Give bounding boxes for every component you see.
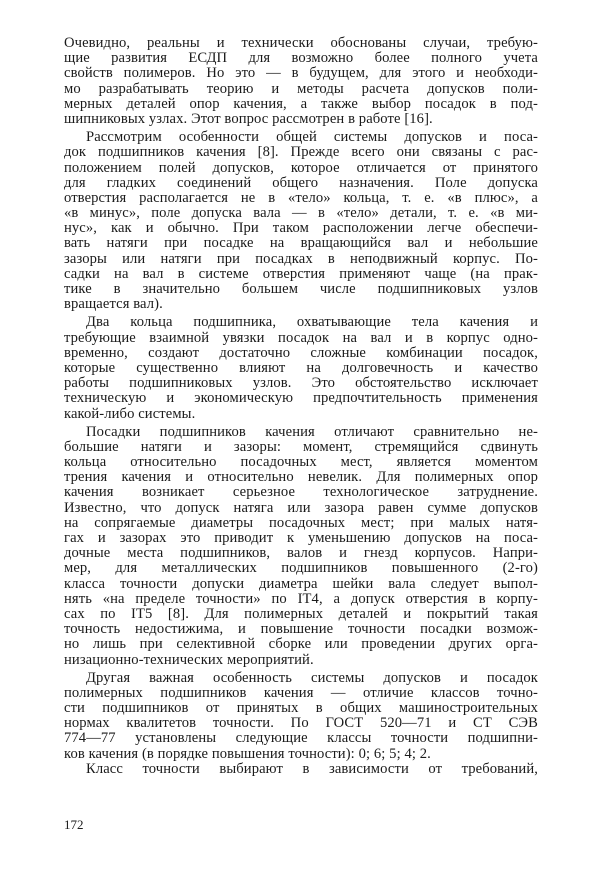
text-line: техническую и экономическую предпочтительность применения (64, 390, 538, 407)
text-line: свойств полимеров. Но это — в будущем, для этого и необходи- (64, 65, 538, 82)
text-line: сти подшипников от принятых в общих машиностроительных (64, 700, 538, 717)
document-page-body (64, 36, 538, 777)
text-line: ков качения (в порядке повышения точности): 0; 6; 5; 4; 2. (64, 745, 431, 762)
text-line: дочные места подшипников, валов и гнезд корпусов. Напри- (64, 545, 538, 562)
text-line: мер, для металлических подшипников повышенного (2-го) (64, 560, 538, 577)
text-line: нормах квалитетов точности. По ГОСТ 520—71 и СТ СЭВ (64, 715, 538, 732)
text-line: но лишь при селективной сборке или проведении других орга- (64, 636, 538, 653)
text-line: на сопрягаемые диаметры посадочных мест; при малых натя- (64, 514, 538, 531)
text-line: щие развития ЕСДП для возможно более полного учета (64, 50, 538, 67)
text-line: кольца относительно посадочных мест, является моментом (64, 454, 538, 471)
text-line: вать натяги при посадке на вращающийся вал и небольшие (64, 235, 538, 252)
text-line: шипниковых узлах. Этот вопрос рассмотрен в работе [16]. (64, 110, 433, 127)
paragraph-5 (64, 671, 538, 762)
text-line: Посадки подшипников качения отличают сравнительно не- (86, 423, 538, 440)
text-line: точность недостижима, и повышение точности посадки возмож- (64, 621, 538, 638)
text-line: работы подшипниковых узлов. Это обстоятельство исключает (64, 375, 538, 392)
text-line: 774—77 установлены следующие классы точности подшипни- (64, 730, 538, 747)
paragraph-1 (64, 36, 538, 127)
text-line: зазоры или натяги при посадках в неподвижный корпус. По- (64, 250, 538, 267)
text-line: для гладких соединений общего назначения. Поле допуска (64, 174, 538, 191)
text-line: сах по IT5 [8]. Для полимерных деталей и покрытий такая (64, 605, 538, 622)
text-line: которые существенно влияют на долговечность и качество (64, 359, 538, 376)
text-line: «в минус», поле допуска вала — в «тело» детали, т. е. «в ми- (64, 205, 538, 222)
text-line: низационно-технических мероприятий. (64, 651, 314, 668)
paragraph-6 (64, 762, 538, 777)
text-line: Класс точности выбирают в зависимости от требований, (86, 760, 538, 777)
text-line: Другая важная особенность системы допусков и посадок (86, 669, 538, 686)
text-line: тике в значительно большем числе подшипниковых узлов (64, 281, 538, 297)
text-line: большие натяги и зазоры: момент, стремящийся сдвинуть (64, 438, 538, 455)
text-line: вращается вал). (64, 296, 163, 313)
text-line: временно, создают достаточно сложные комбинации посадок, (64, 344, 538, 361)
paragraph-2 (64, 130, 538, 312)
text-line: мо разрабатывать теорию и методы расчета допусков поли- (64, 80, 538, 97)
text-line: полимерных подшипников качения — отличие классов точно- (64, 684, 538, 701)
text-line: качения возникает серьезное технологическое затруднение. (64, 484, 538, 501)
text-line: нять «на пределе точности» по IT4, а допуск отверстия в корпу- (64, 590, 538, 607)
paragraph-3 (64, 315, 538, 421)
text-line: Известно, что допуск натяга или зазора равен сумме допусков (64, 499, 538, 516)
text-line: садки на вал в системе отверстия применяют чаще (на прак- (64, 265, 538, 282)
text-line: Очевидно, реальны и технически обоснованы случаи, требую- (64, 35, 538, 51)
text-line: Два кольца подшипника, охватывающие тела качения и (86, 314, 538, 331)
text-line: класса точности допуски диаметра шейки вала следует выпол- (64, 575, 538, 592)
text-line: отверстия располагается не в «тело» кольца, т. е. «в плюс», а (64, 189, 538, 206)
text-line: гах и зазорах это приводит к уменьшению допусков на поса- (64, 530, 538, 546)
text-line: требующие взаимной увязки посадок на вал и в корпус одно- (64, 329, 538, 346)
text-line: Рассмотрим особенности общей системы допусков и поса- (86, 129, 538, 146)
page-number: 172 (64, 817, 84, 832)
text-line: нус», как и обычно. При таком расположении легче обеспечи- (64, 220, 538, 237)
text-line: положением полей допусков, которое отличается от принятого (64, 159, 538, 176)
paragraph-4 (64, 425, 538, 668)
text-line: какой-либо системы. (64, 405, 196, 422)
text-line: трения качения и относительно невелик. Для полимерных опор (64, 469, 538, 486)
text-line: мерных деталей опор качения, а также выбор посадок в под- (64, 95, 538, 112)
text-line: док подшипников качения [8]. Прежде всего они связаны с рас- (64, 144, 538, 161)
